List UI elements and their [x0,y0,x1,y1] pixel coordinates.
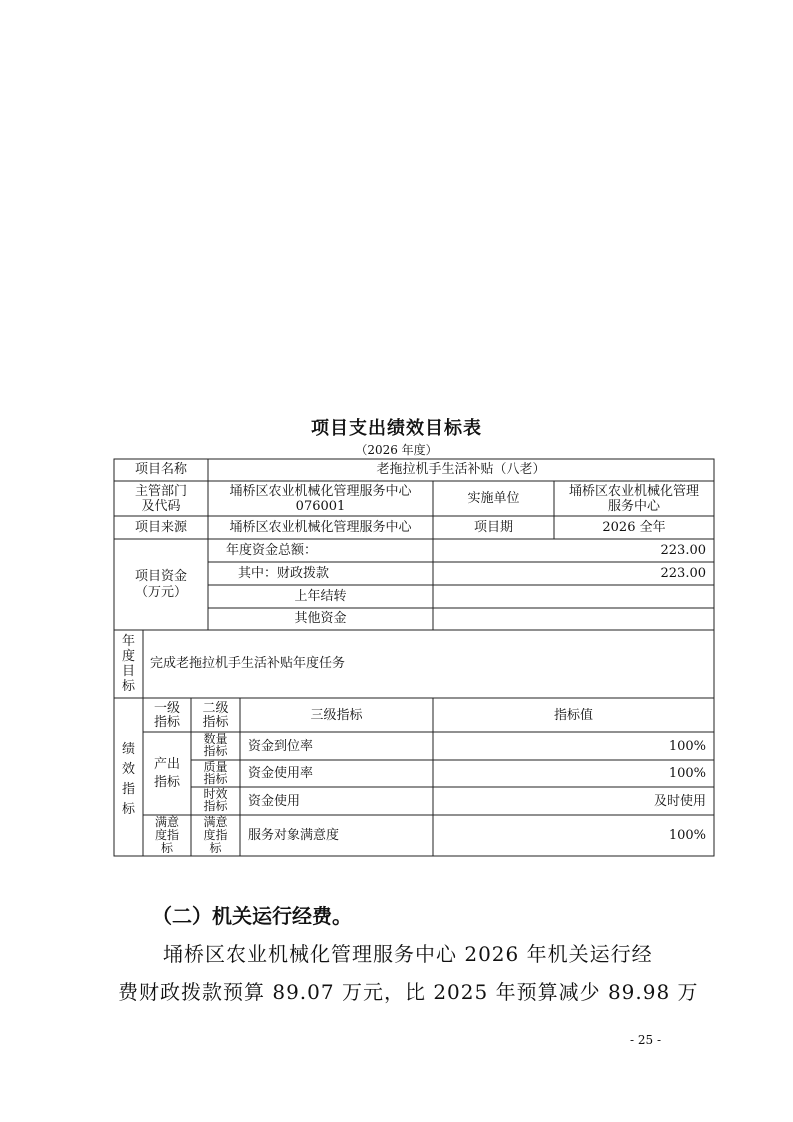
value-cell: 100% [668,766,706,781]
funds-fiscal-label: 其中：财政拨款 [238,566,330,581]
impl-unit-value-line1: 埇桥区农业机械化管理 [568,484,699,499]
output-label-line1: 产出 [153,757,180,772]
level2-header-line2: 指标 [202,715,229,730]
goal-label-char: 年 [121,634,135,649]
dept-value-line1: 埇桥区农业机械化管理服务中心 [229,484,412,499]
level3-cell: 资金使用率 [248,766,314,781]
funds-carry-label: 上年结转 [294,589,347,604]
funds-total-label: 年度资金总额： [226,543,318,558]
source-value: 埇桥区农业机械化管理服务中心 [229,520,412,535]
perf-label-char: 指 [121,782,135,797]
level2-header-line1: 二级 [202,701,229,716]
table-title: 项目支出绩效目标表 [311,418,482,439]
satisfaction-l3: 服务对象满意度 [248,828,340,843]
funds-other-label: 其他资金 [294,611,347,626]
impl-unit-value-line2: 服务中心 [607,499,660,514]
table-year: （2026 年度） [355,443,438,457]
paragraph-line-1: 埇桥区农业机械化管理服务中心 2026 年机关运行经 [163,942,653,966]
value-cell: 100% [668,739,706,754]
satisfaction-l2-line3: 标 [209,841,222,855]
period-label: 项目期 [473,520,513,535]
impl-unit-label: 实施单位 [467,491,520,506]
output-label-line2: 指标 [153,775,180,790]
period-value: 2026 全年 [602,520,666,535]
value-cell: 及时使用 [653,794,706,809]
section-heading: （二）机关运行经费。 [152,904,352,928]
level2-cell-line1: 质量 [203,760,228,774]
project-name-label: 项目名称 [134,462,187,477]
satisfaction-value: 100% [668,828,706,843]
dept-value-line2: 076001 [295,499,346,514]
satisfaction-l1-line2: 度指 [154,828,179,842]
level2-cell-line2: 指标 [203,772,228,786]
satisfaction-l2-line2: 度指 [203,828,228,842]
dept-label-line2: 及代码 [141,499,181,514]
level2-cell-line1: 时效 [203,787,228,801]
level3-header: 三级指标 [310,708,363,723]
project-name-value: 老拖拉机手生活补贴（八老） [376,462,546,477]
satisfaction-l2-line1: 满意 [203,815,228,829]
funds-label-line1: 项目资金 [134,569,187,584]
value-header: 指标值 [553,708,593,723]
perf-label-char: 绩 [121,742,135,757]
level2-cell-line2: 指标 [203,744,228,758]
source-label: 项目来源 [134,520,187,535]
level2-cell-line1: 数量 [203,732,228,746]
level1-header-line1: 一级 [153,701,180,716]
satisfaction-l1-line1: 满意 [154,815,179,829]
funds-label-line2: （万元） [134,585,187,600]
goal-text: 完成老拖拉机手生活补贴年度任务 [150,656,346,671]
perf-label-char: 效 [121,762,135,777]
goal-label-char: 度 [121,649,135,664]
funds-fiscal-value: 223.00 [660,566,706,581]
dept-label-line1: 主管部门 [134,484,187,499]
level2-cell-line2: 指标 [203,799,228,813]
perf-label-char: 标 [121,802,135,817]
paragraph-line-2: 费财政拨款预算 89.07 万元，比 2025 年预算减少 89.98 万 [118,980,699,1004]
goal-label-char: 目 [121,664,135,679]
level3-cell: 资金到位率 [248,739,314,754]
level1-header-line2: 指标 [153,715,180,730]
funds-total-value: 223.00 [660,543,706,558]
goal-label-char: 标 [121,679,135,694]
page-number: - 25 - [630,1033,662,1047]
satisfaction-l1-line3: 标 [160,841,173,855]
level3-cell: 资金使用 [248,794,301,809]
